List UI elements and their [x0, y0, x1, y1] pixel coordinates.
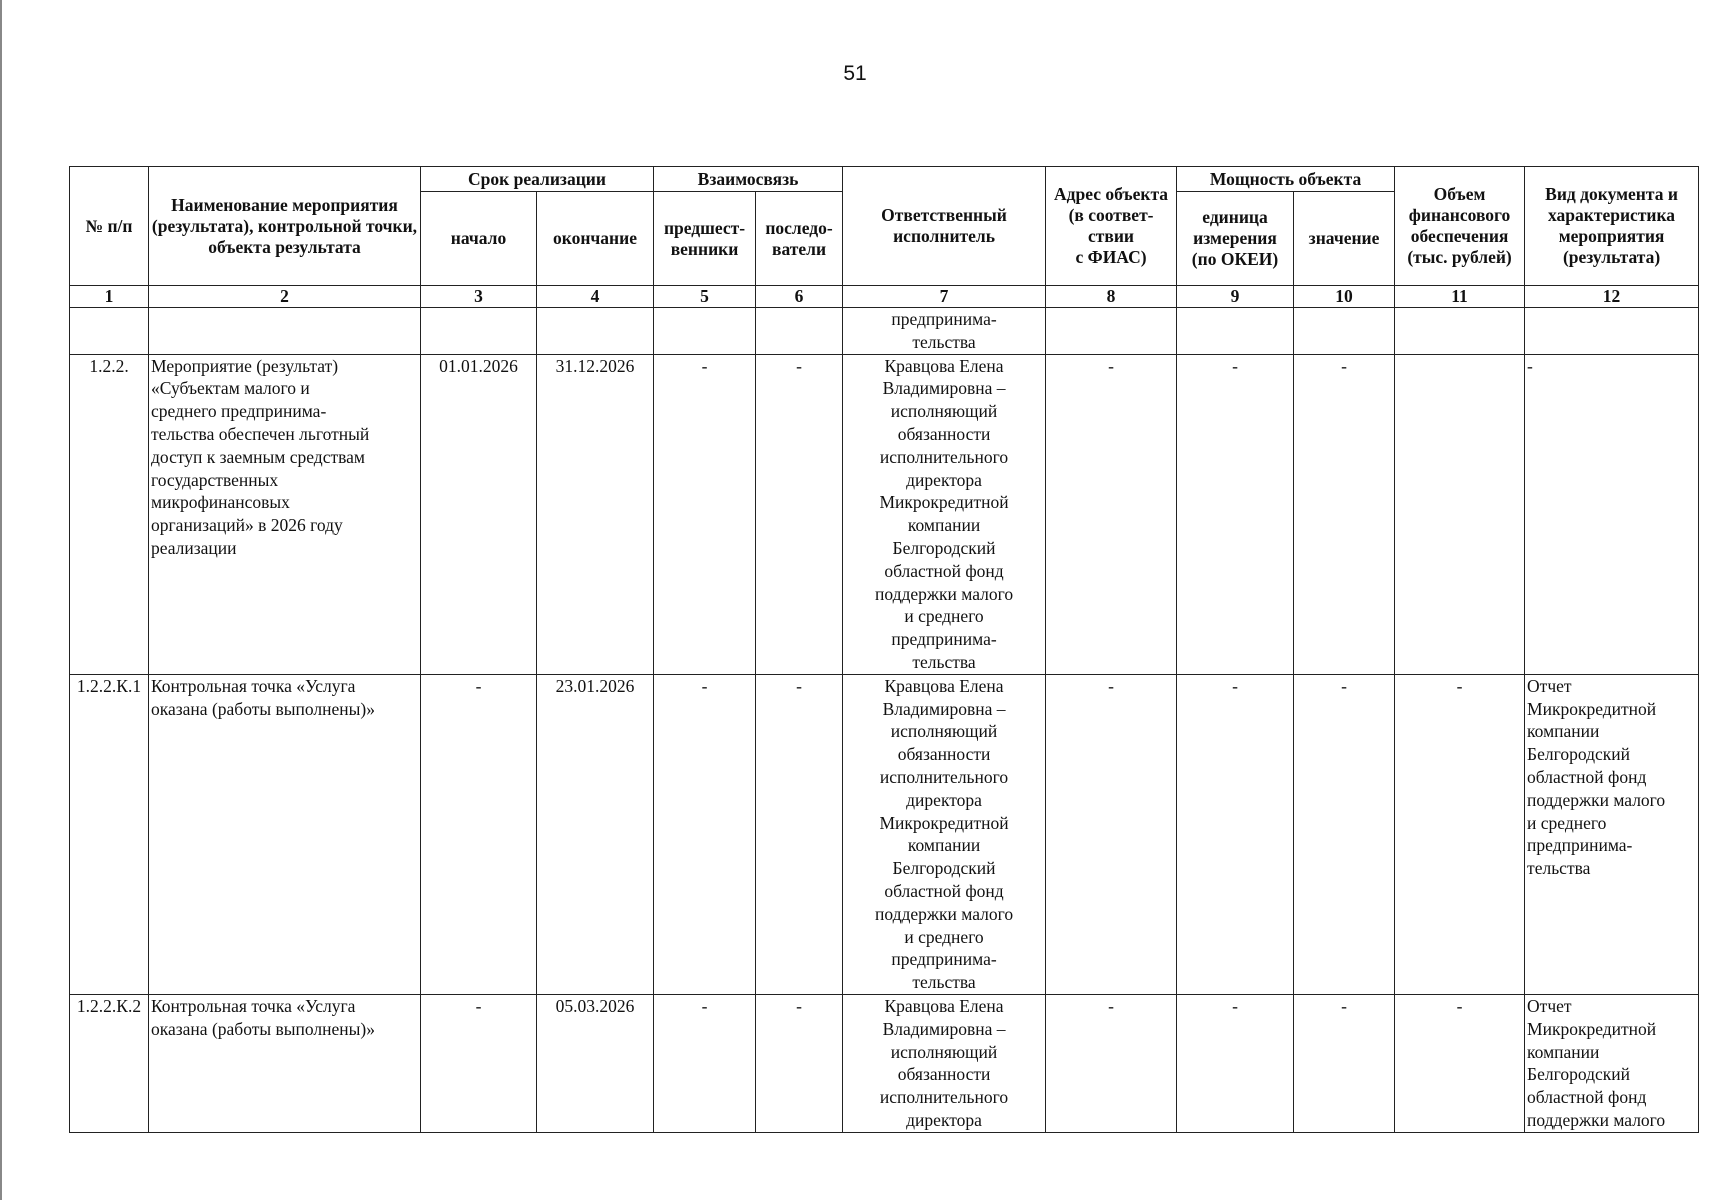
column-number: 12 — [1525, 286, 1699, 308]
activity-plan-table — [69, 166, 1699, 1133]
row-finance — [1395, 354, 1525, 674]
column-number: 7 — [843, 286, 1046, 308]
row-address — [1046, 308, 1177, 355]
row-responsible: Кравцова Елена Владимировна – исполняющий обязанности исполнительного директора Микрокредитной компании Белгородский областной фонд поддержки малого и среднего предпринима- тельства — [843, 354, 1046, 674]
table-row — [70, 674, 1699, 994]
header-document: Вид документа и характеристика мероприятия (результата) — [1525, 167, 1699, 286]
row-finance — [1395, 308, 1525, 355]
column-number: 10 — [1294, 286, 1395, 308]
row-unit: - — [1177, 354, 1294, 674]
row-responsible: предпринима- тельства — [843, 308, 1046, 355]
column-number: 6 — [756, 286, 843, 308]
page-number: 51 — [843, 62, 867, 85]
header-name: Наименование мероприятия (результата), контрольной точки, объекта результата — [149, 167, 421, 286]
row-num: 1.2.2. — [70, 354, 149, 674]
header-end: окончание — [537, 192, 654, 286]
row-predecessors: - — [654, 354, 756, 674]
row-num: 1.2.2.К.2 — [70, 994, 149, 1132]
row-name: Контрольная точка «Услуга оказана (работы выполнены)» — [149, 994, 421, 1132]
row-document: Отчет Микрокредитной компании Белгородский областной фонд поддержки малого — [1525, 994, 1699, 1132]
row-responsible: Кравцова Елена Владимировна – исполняющий обязанности исполнительного директора — [843, 994, 1046, 1132]
row-start — [421, 308, 537, 355]
row-value: - — [1294, 674, 1395, 994]
row-value — [1294, 308, 1395, 355]
row-unit: - — [1177, 674, 1294, 994]
row-document: Отчет Микрокредитной компании Белгородский областной фонд поддержки малого и среднего предпринима- тельства — [1525, 674, 1699, 994]
header-link-group: Взаимосвязь — [654, 167, 843, 192]
row-successors — [756, 308, 843, 355]
row-end: 31.12.2026 — [537, 354, 654, 674]
row-unit: - — [1177, 994, 1294, 1132]
header-power-group: Мощность объекта — [1177, 167, 1395, 192]
header-start: начало — [421, 192, 537, 286]
row-start: - — [421, 994, 537, 1132]
column-number: 1 — [70, 286, 149, 308]
row-address: - — [1046, 354, 1177, 674]
row-num: 1.2.2.К.1 — [70, 674, 149, 994]
row-unit — [1177, 308, 1294, 355]
column-number: 9 — [1177, 286, 1294, 308]
header-term-group: Срок реализации — [421, 167, 654, 192]
column-number: 3 — [421, 286, 537, 308]
row-address: - — [1046, 994, 1177, 1132]
header-address: Адрес объекта (в соответ- ствии с ФИАС) — [1046, 167, 1177, 286]
column-number: 11 — [1395, 286, 1525, 308]
row-num — [70, 308, 149, 355]
row-end: 23.01.2026 — [537, 674, 654, 994]
column-number: 4 — [537, 286, 654, 308]
header-unit: единица измерения (по ОКЕИ) — [1177, 192, 1294, 286]
row-start: - — [421, 674, 537, 994]
row-successors: - — [756, 994, 843, 1132]
row-name: Мероприятие (результат) «Субъектам малого и среднего предпринима- тельства обеспечен льготный доступ к заемным средствам государственных микрофинансовых организаций» в 2026 году реализации — [149, 354, 421, 674]
row-predecessors — [654, 308, 756, 355]
row-responsible: Кравцова Елена Владимировна – исполняющий обязанности исполнительного директора Микрокредитной компании Белгородский областной фонд поддержки малого и среднего предпринима- тельства — [843, 674, 1046, 994]
scan-left-edge — [0, 0, 2, 1200]
header-successors: последо- ватели — [756, 192, 843, 286]
table-row — [70, 994, 1699, 1132]
row-successors: - — [756, 674, 843, 994]
row-value: - — [1294, 994, 1395, 1132]
header-predecessors: предшест- венники — [654, 192, 756, 286]
header-responsible: Ответственный исполнитель — [843, 167, 1046, 286]
row-value: - — [1294, 354, 1395, 674]
row-successors: - — [756, 354, 843, 674]
row-predecessors: - — [654, 994, 756, 1132]
header-value: значение — [1294, 192, 1395, 286]
table-row — [70, 308, 1699, 355]
row-finance: - — [1395, 994, 1525, 1132]
row-document: - — [1525, 354, 1699, 674]
row-start: 01.01.2026 — [421, 354, 537, 674]
row-predecessors: - — [654, 674, 756, 994]
row-end — [537, 308, 654, 355]
header-num: № п/п — [70, 167, 149, 286]
column-number: 2 — [149, 286, 421, 308]
header-finance: Объем финансового обеспечения (тыс. рублей) — [1395, 167, 1525, 286]
row-address: - — [1046, 674, 1177, 994]
table-row — [70, 354, 1699, 674]
row-document — [1525, 308, 1699, 355]
row-finance: - — [1395, 674, 1525, 994]
row-name: Контрольная точка «Услуга оказана (работы выполнены)» — [149, 674, 421, 994]
row-name — [149, 308, 421, 355]
column-number: 8 — [1046, 286, 1177, 308]
column-number-row — [70, 286, 1699, 308]
column-number: 5 — [654, 286, 756, 308]
row-end: 05.03.2026 — [537, 994, 654, 1132]
